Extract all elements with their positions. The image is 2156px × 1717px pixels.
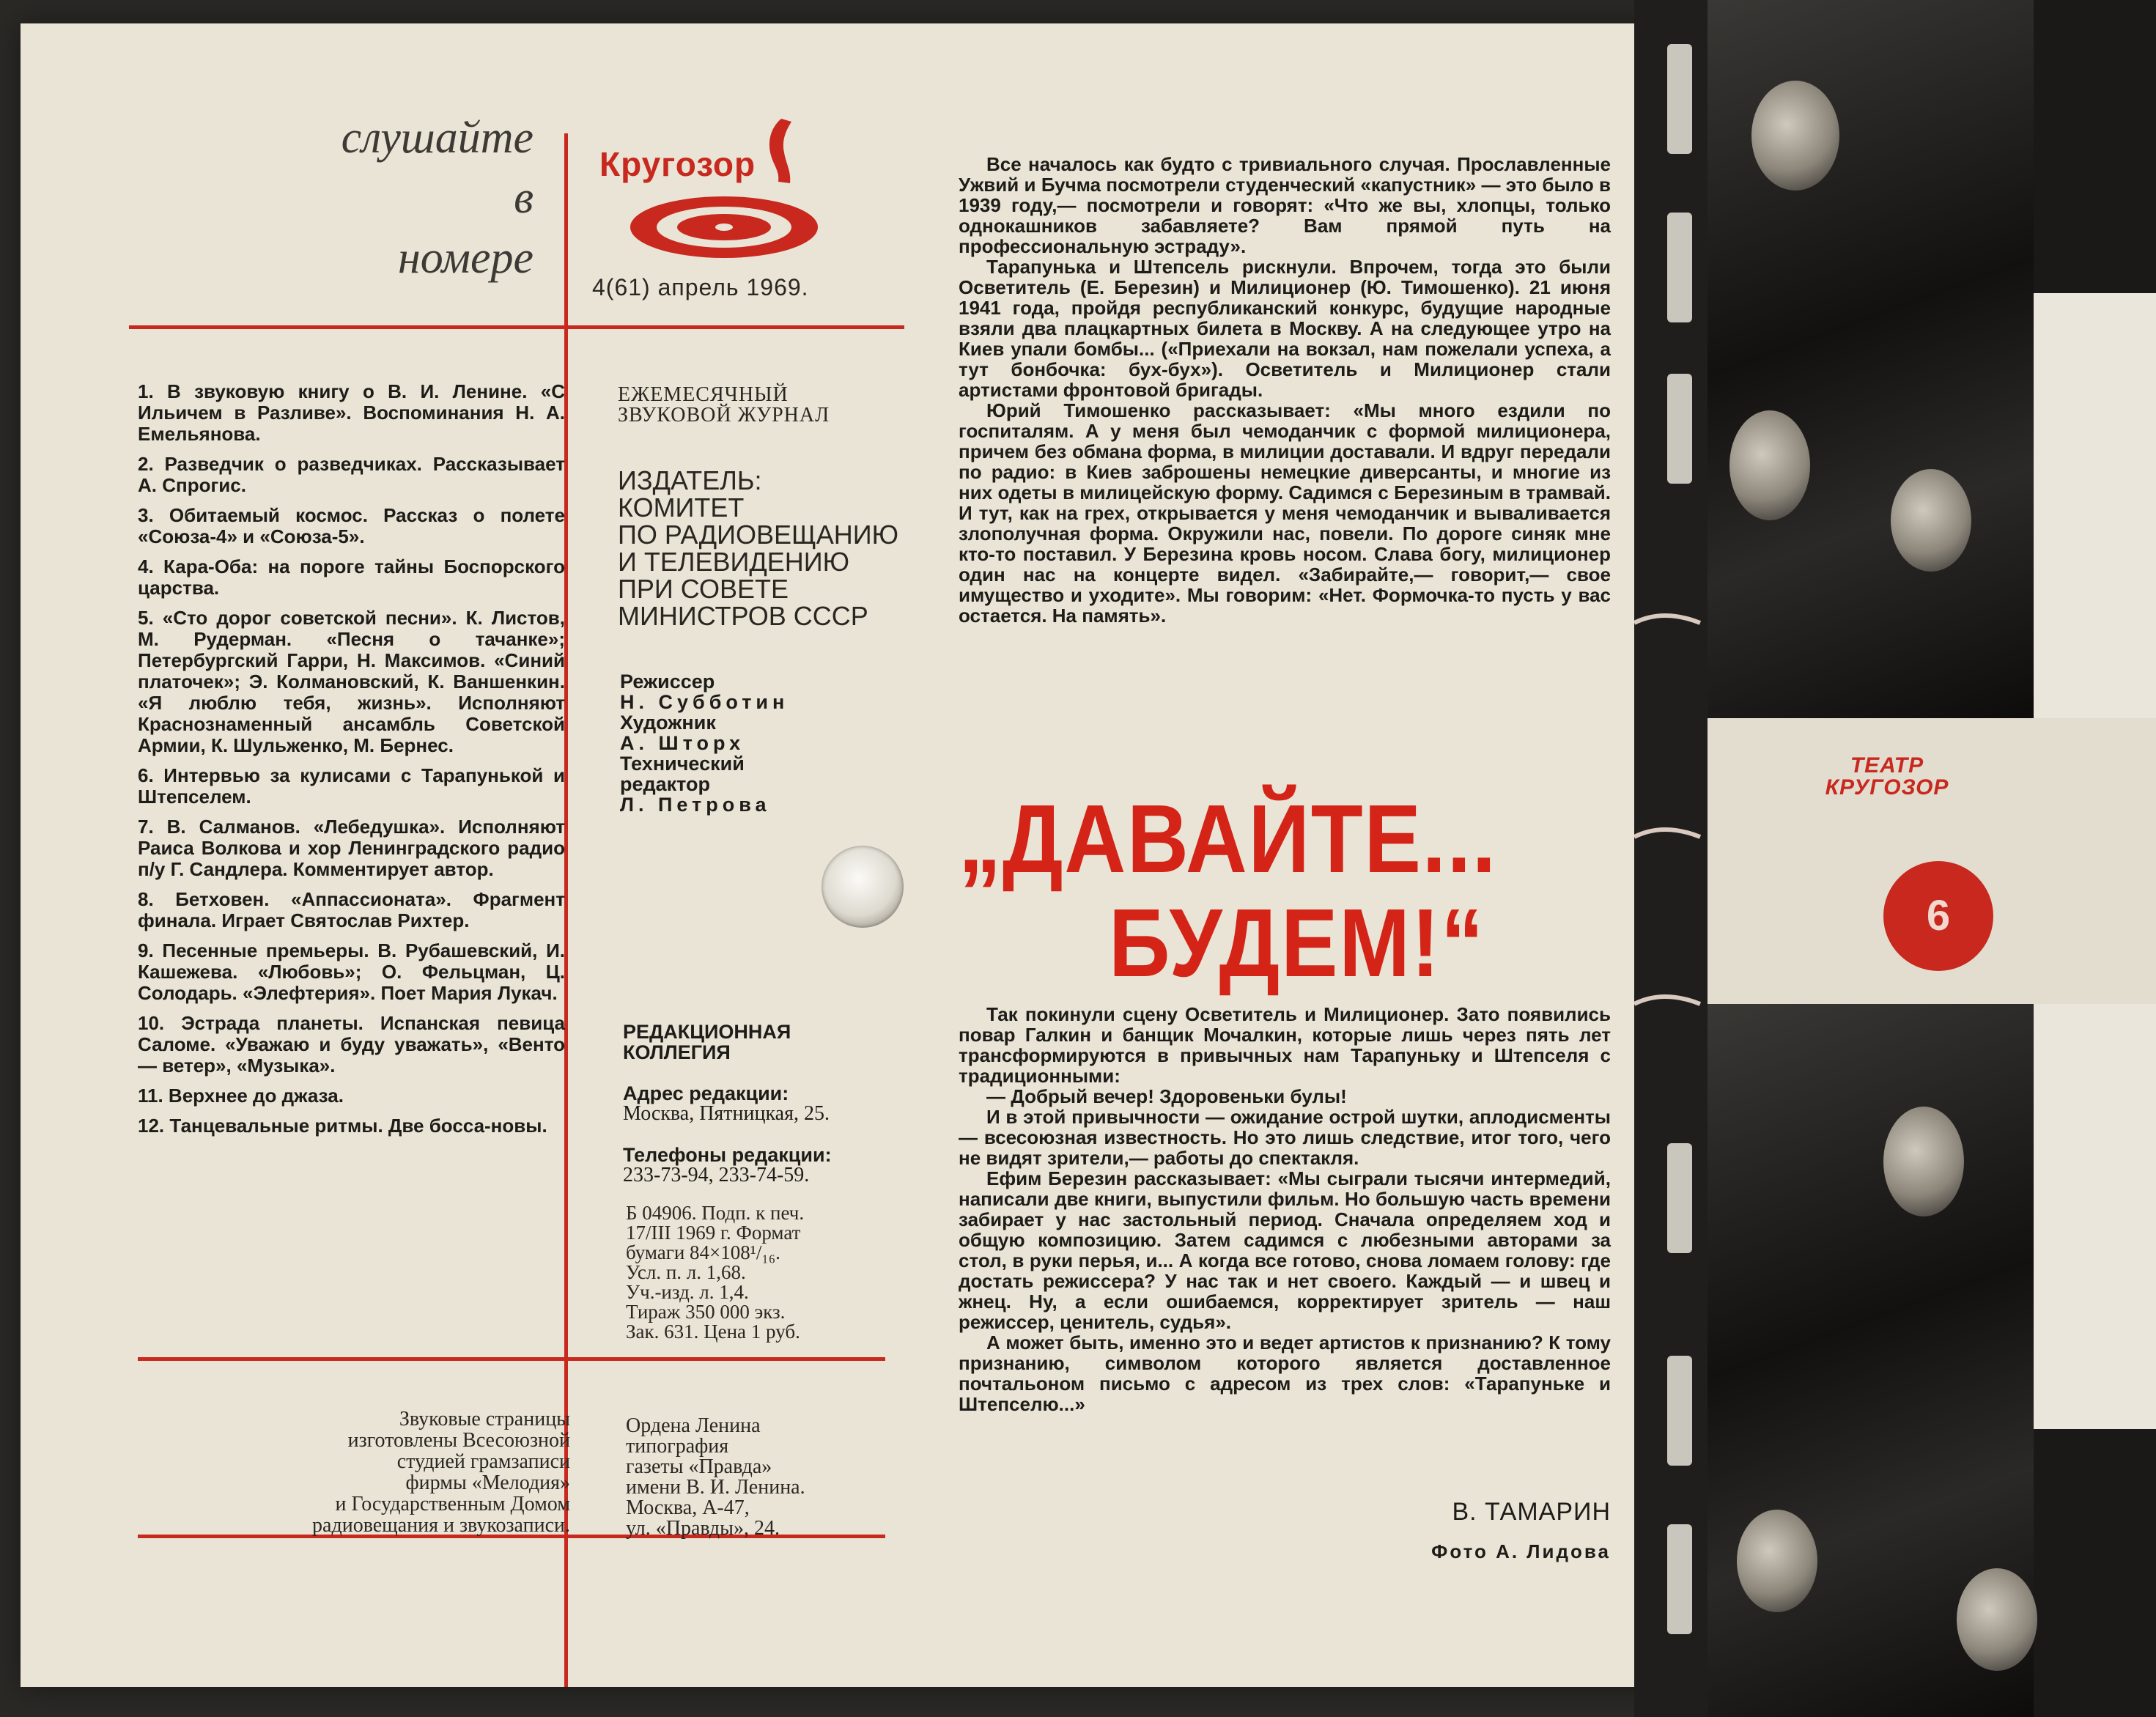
printer-line: газеты «Правда» [626, 1455, 772, 1478]
publisher-line: ПРИ СОВЕТЕ [618, 574, 789, 604]
toc-item: 1. В звуковую книгу о В. И. Ленине. «С Ильичем в Разливе». Воспоминания Н. А. Емельянова. [138, 380, 565, 445]
publisher-line: И ТЕЛЕВИДЕНИЮ [618, 547, 850, 577]
printer-line: ул. «Правды», 24. [626, 1517, 780, 1540]
article-intro [959, 154, 1611, 626]
editorial-board-heading: РЕДАКЦИОННАЯ [623, 1021, 791, 1043]
article-paragraph: Все началось как будто с тривиального случая. Прославленные Ужвий и Бучма посмотрели студенческий «капустник» — это было в 1939 году,— посмотрели и говорят: «Что же вы, хлопцы, только однокашников забавляете? Вам прямой путь на профессиональную эстраду». [959, 153, 1611, 257]
in-this-issue-line-1: слушайте [341, 113, 534, 163]
credit-line: А. Шторх [620, 732, 745, 754]
headline-line-2: БУДЕМ!“ [1109, 889, 1485, 997]
article-body [959, 1004, 1611, 1414]
photo-face [1737, 1510, 1817, 1612]
imprint-line: Зак. 631. Цена 1 руб. [626, 1321, 800, 1343]
sound-pages-line: и Государственным Домом [335, 1493, 570, 1515]
toc-item: 4. Кара-Оба: на пороге тайны Боспорского царства. [138, 555, 565, 599]
vertical-red-rule-top [564, 133, 568, 339]
sound-pages-line: радиовещания и звукозаписи. [312, 1514, 570, 1537]
editorial-board-block [623, 1022, 931, 1186]
in-this-issue-line-2: в [514, 173, 534, 223]
printer-line: имени В. И. Ленина. [626, 1476, 805, 1499]
sound-pages-line: студией грамзаписи [396, 1450, 570, 1473]
imprint-line: Усл. п. л. 1,68. [626, 1261, 746, 1283]
sound-pages-line: фирмы «Мелодия» [405, 1472, 570, 1494]
toc-item: 12. Танцевальные ритмы. Две босса-новы. [138, 1115, 547, 1137]
monthly-journal-label [618, 385, 830, 426]
article-paragraph: Ефим Березин рассказывает: «Мы сыграли тысячи интермедий, написали две книги, выпустили фильм. Но большую часть времени забирает у нас застольный период. Сначала определяем ход и общую композицию. Затем садимся с любезными авторами за стол, в руки перья, и... А когда все готово, снова ломаем голову: где достать режиссера? У нас так и нет своего. Каждый — и швец и жнец. Ну, а если ошибаемся, корректирует зритель — наш режиссер, ценитель, судья». [959, 1167, 1611, 1333]
in-this-issue-heading [240, 108, 534, 288]
article-paragraph: Тарапунька и Штепсель рискнули. Впрочем, тогда это были Осветитель (Е. Березин) и Милиционер (Ю. Тимошенко). 21 июня 1941 года, пройдя республиканский конкурс, будущие народные взяли два плацкартных билета в Москву. А на следующее утро на Киев упали бомбы... («Приехали на вокзал, нам пожелали успеха, а тут бонбочка: бух-бух»). Осветитель и Милиционер стали артистами фронтовой бригады. [959, 256, 1611, 401]
publisher-block [618, 467, 898, 629]
monthly-line: ЕЖЕМЕСЯЧНЫЙ [618, 383, 789, 406]
printer-line: типография [626, 1435, 729, 1458]
toc-item: 6. Интервью за кулисами с Тарапунькой и Штепселем. [138, 764, 565, 808]
toc-item: 5. «Сто дорог советской песни». К. Листов, М. Рудерман. «Песня о тачанке»; Петербургский Гарри, Н. Максимов. «Синий платочек»; Э. Колмановский, К. Ваншенкин. «Я люблю тебя, жизнь». Исполняют Краснознаменный ансамбль Советской Армии, К. Шульженко, М. Бернес. [138, 607, 565, 756]
theater-section-label [1817, 755, 1957, 799]
credit-line: Технический [620, 753, 745, 775]
phones-value: 233-73-94, 233-74-59. [623, 1164, 810, 1186]
toc-item: 2. Разведчик о разведчиках. Рассказывает А. Спрогис. [138, 453, 565, 496]
record-spindle-hole [822, 846, 904, 928]
credit-line: Н. Субботин [620, 691, 789, 713]
article-paragraph: А может быть, именно это и ведет артистов к признанию? К тому признанию, символом которого является доставленное почтальоном письмо с адресом из трех слов: «Тарапуньке и Штепселю...» [959, 1332, 1611, 1415]
publisher-line: МИНИСТРОВ СССР [618, 601, 868, 631]
photo-face [1729, 410, 1810, 520]
photo-face [1883, 1107, 1964, 1216]
issue-number-date: 4(61) апрель 1969. [592, 274, 809, 300]
toc-item: 3. Обитаемый космос. Рассказ о полете «Союза-4» и «Союза-5». [138, 504, 565, 547]
page-number: 6 [1926, 892, 1951, 939]
imprint-line: Тираж 350 000 экз. [626, 1301, 786, 1323]
article-paragraph: Юрий Тимошенко рассказывает: «Мы много ездили по госпиталям. А у меня был чемоданчик с формой милиционера, причем без обмана форма, в милиции доставали. И вдруг передали по радио: в Киев заброшены немецкие диверсанты, и многие из них одеты в милицейскую форму. Садимся с Березиным в трамвай. И тут, как на грех, открывается у меня чемоданчик и вываливается злополучная форма. Окружили нас, повели. По дороге синяк мне кто-то поставил. У Березина кровь носом. Слава богу, милиционер один нас на концерте видел. «Забирайте,— говорит,— свое имущество и уходите». Мы говорим: «Нет. Формочка-то пусть у вас остается. На память». [959, 399, 1611, 627]
horizontal-red-rule-top [129, 325, 904, 329]
article-author: В. ТАМАРИН [1452, 1498, 1611, 1526]
krugozor-logo [599, 104, 849, 273]
credit-line: Художник [620, 712, 716, 734]
credit-line: Режиссер [620, 671, 715, 693]
table-of-contents [138, 381, 565, 1145]
magazine-logo-title: Кругозор [599, 145, 756, 183]
in-this-issue-line-3: номере [397, 233, 534, 283]
headline-line-1: „ДАВАЙТЕ... [959, 785, 1497, 893]
record-logo-icon [599, 104, 849, 273]
theater-label-line: ТЕАТР [1850, 753, 1924, 778]
horizontal-red-rule-middle [138, 1357, 885, 1361]
printer-line: Ордена Ленина [626, 1414, 761, 1437]
toc-item: 9. Песенные премьеры. В. Рубашевский, И. Кашежева. «Любовь»; О. Фельцман, Ц. Солодарь. «Элефтерия». Поет Мария Лукач. [138, 939, 565, 1004]
theater-page [1708, 0, 2156, 1717]
toc-item: 7. В. Салманов. «Лебедушка». Исполняют Раиса Волкова и хор Ленинградского радио п/у Г. Сандлера. Комментирует автор. [138, 816, 565, 880]
photo-credit: Фото А. Лидова [1431, 1540, 1611, 1562]
publisher-line: ПО РАДИОВЕЩАНИЮ [618, 520, 898, 550]
printing-house [626, 1416, 805, 1539]
photo-face [1751, 81, 1839, 191]
article-paragraph: Так покинули сцену Осветитель и Милиционер. Зато появились повар Галкин и банщик Мочалкин, которые лишь через пять лет трансформируются в привычных нам Тарапуньку и Штепселя с традиционными: [959, 1003, 1611, 1087]
toc-item: 11. Верхнее до джаза. [138, 1085, 344, 1107]
printer-line: Москва, А-47, [626, 1496, 750, 1519]
credit-line: редактор [620, 773, 711, 795]
phones-label: Телефоны редакции: [623, 1144, 832, 1166]
article-paragraph: И в этой привычности — ожидание острой шутки, аплодисменты — всесоюзная известность. Но это лишь следствие, итог того, чего не видят зрители,— работы до спектакля. [959, 1106, 1611, 1169]
photo-top [1708, 0, 2034, 718]
address-label: Адрес редакции: [623, 1082, 789, 1104]
editorial-board-heading: КОЛЛЕГИЯ [623, 1041, 731, 1063]
address-value: Москва, Пятницкая, 25. [623, 1102, 830, 1125]
sound-pages-line: Звуковые страницы [399, 1408, 570, 1430]
spiral-binding [1634, 0, 1708, 1717]
imprint-line: 17/III 1969 г. Формат [626, 1222, 801, 1244]
imprint-line: Уч.-изд. л. 1,4. [626, 1281, 749, 1303]
photo-face [1891, 469, 1971, 572]
credit-line: Л. Петрова [620, 794, 771, 816]
imprint-line: Б 04906. Подп. к печ. [626, 1202, 805, 1224]
publisher-line: КОМИТЕТ [618, 492, 745, 523]
toc-item: 8. Бетховен. «Аппассионата». Фрагмент финала. Играет Святослав Рихтер. [138, 888, 565, 931]
staff-credits [620, 671, 789, 815]
theater-label-line: КРУГОЗОР [1825, 775, 1949, 800]
article-paragraph: — Добрый вечер! Здоровеньки булы! [986, 1085, 1347, 1107]
imprint-line: бумаги 84×108¹/₁₆. [626, 1241, 780, 1263]
monthly-line: ЗВУКОВОЙ ЖУРНАЛ [618, 404, 830, 427]
toc-item: 10. Эстрада планеты. Испанская певица Саломе. «Уважаю и буду уважать», «Венто — ветер», «Музыка». [138, 1012, 565, 1077]
print-imprint [626, 1203, 804, 1342]
magazine-left-page [21, 23, 1699, 1687]
sound-pages-credit [160, 1408, 570, 1536]
photo-face [1957, 1568, 2037, 1671]
sound-pages-line: изготовлены Всесоюзной [347, 1429, 570, 1452]
publisher-line: ИЗДАТЕЛЬ: [618, 465, 762, 495]
